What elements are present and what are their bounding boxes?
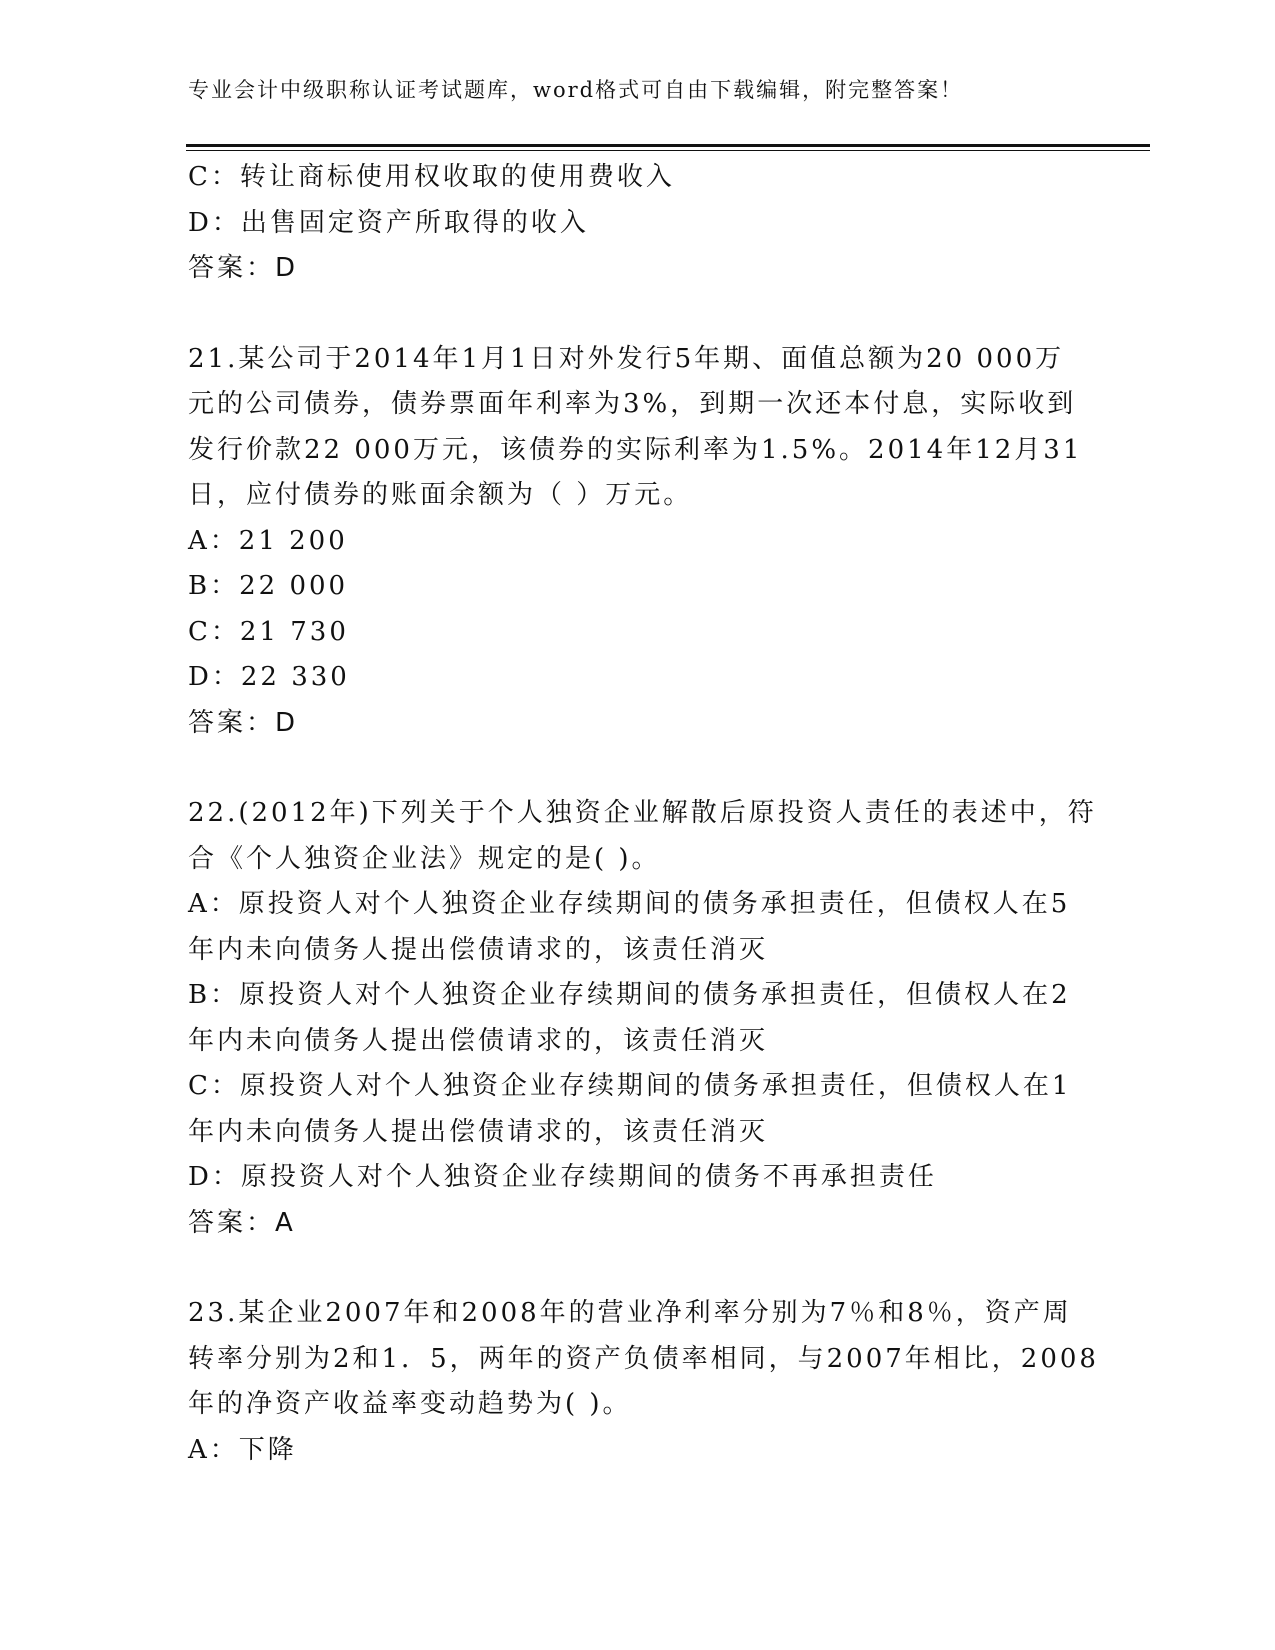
option-b: B：原投资人对个人独资企业存续期间的债务承担责任，但债权人在2 bbox=[188, 980, 1071, 1010]
question-stem-line: 22.(2012年)下列关于个人独资企业解散后原投资人责任的表述中，符 bbox=[188, 798, 1097, 828]
page-header: 专业会计中级职称认证考试题库，word格式可自由下载编辑，附完整答案！ bbox=[188, 78, 964, 102]
option-d: D：原投资人对个人独资企业存续期间的债务不再承担责任 bbox=[188, 1162, 937, 1192]
question-stem-line: 年的净资产收益率变动趋势为( )。 bbox=[188, 1389, 632, 1419]
option-d: D：出售固定资产所取得的收入 bbox=[188, 207, 589, 238]
option-a: A：原投资人对个人独资企业存续期间的债务承担责任，但债权人在5 bbox=[188, 889, 1071, 919]
question-stem-line: 合《个人独资企业法》规定的是( )。 bbox=[188, 843, 661, 874]
option-b: B：22 000 bbox=[188, 571, 349, 601]
option-a: A：下降 bbox=[188, 1434, 297, 1465]
question-stem-line: 23.某企业2007年和2008年的营业净利率分别为7％和8％，资产周 bbox=[188, 1298, 1072, 1328]
answer: 答案：D bbox=[188, 707, 299, 738]
question-22 bbox=[188, 791, 1097, 1246]
header-rule-thin bbox=[186, 150, 1150, 151]
option-c: C：原投资人对个人独资企业存续期间的债务承担责任，但债权人在1 bbox=[188, 1071, 1072, 1101]
question-stem-line: 转率分别为2和1．5，两年的资产负债率相同，与2007年相比，2008 bbox=[188, 1343, 1099, 1374]
question-23 bbox=[188, 1291, 1099, 1473]
document-body bbox=[188, 155, 1099, 1473]
option-d: D：22 330 bbox=[188, 662, 350, 692]
option-c: C：转让商标使用权收取的使用费收入 bbox=[188, 162, 675, 192]
option-b-cont: 年内未向债务人提出偿债请求的，该责任消灭 bbox=[188, 1025, 769, 1056]
answer: 答案：D bbox=[188, 253, 299, 283]
option-a: A：21 200 bbox=[188, 525, 348, 556]
header-rule-thick bbox=[186, 144, 1150, 147]
prev-question bbox=[188, 155, 1088, 292]
question-21 bbox=[188, 337, 1088, 747]
option-c: C：21 730 bbox=[188, 616, 349, 647]
question-stem-line: 元的公司债券，债券票面年利率为3%，到期一次还本付息，实际收到 bbox=[188, 389, 1077, 419]
question-stem-line: 日，应付债券的账面余额为（ ）万元。 bbox=[188, 480, 693, 510]
option-c-cont: 年内未向债务人提出偿债请求的，该责任消灭 bbox=[188, 1116, 769, 1147]
option-a-cont: 年内未向债务人提出偿债请求的，该责任消灭 bbox=[188, 934, 769, 965]
answer: 答案：A bbox=[188, 1207, 296, 1238]
question-stem-line: 21.某公司于2014年1月1日对外发行5年期、面值总额为20 000万 bbox=[188, 343, 1065, 374]
question-stem-line: 发行价款22 000万元，该债券的实际利率为1.5%。2014年12月31 bbox=[188, 434, 1083, 465]
